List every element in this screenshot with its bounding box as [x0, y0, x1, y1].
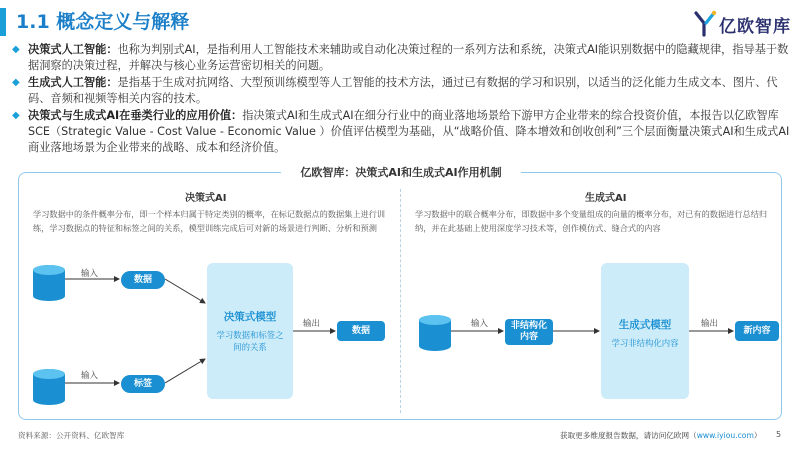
database-icon — [33, 369, 65, 405]
decision-panel-desc: 学习数据中的条件概率分布，即一个样本归属于特定类别的概率，在标记数据点的数据集上进行训练，学习数据点的特征和标签之间的关系，模型训练完成后可对新的场景进行判断、分析和预测 — [33, 209, 386, 233]
generative-input-node: 非结构化内容 — [505, 319, 553, 345]
decision-input-label-1: 输入 — [81, 269, 99, 279]
generative-model-title: 生成式模型 — [618, 319, 672, 331]
bullet-generative-ai — [12, 75, 792, 106]
mechanism-diagram — [18, 166, 782, 420]
page-number: 5 — [776, 430, 782, 439]
bullet-head: 生成式人工智能： — [28, 76, 118, 90]
logo-icon — [693, 9, 719, 37]
bullet-text: 是指基于生成对抗网络、大型预训练模型等人工智能的技术方法，通过已有数据的学习和识别，以适当的泛化能力生成文本、图片、代码、音频和视频等相关内容的技术。 — [28, 76, 778, 105]
diagram-title: 亿欧智库：决策式AI和生成式AI作用机制 — [281, 164, 521, 182]
bullet-decision-ai — [12, 42, 792, 73]
decision-model-sub: 学习数据和标签之间的关系 — [216, 330, 284, 352]
generative-model-sub: 学习非结构化内容 — [611, 338, 679, 348]
decision-output-node: 数据 — [337, 321, 385, 341]
generative-panel-desc: 学习数据中的联合概率分布，即数据中多个变量组成的向量的概率分布，对已有的数据进行总结归纳，并在此基础上使用深度学习技术等，创作模仿式、缝合式的内容 — [415, 209, 768, 233]
database-icon — [419, 315, 451, 351]
footer-link[interactable]: www.iyiou.com — [696, 431, 754, 440]
diamond-bullet-icon: ◆ — [12, 110, 20, 122]
bullet-application-value — [12, 108, 792, 155]
logo — [693, 9, 793, 37]
decision-flow-arrows — [65, 279, 335, 383]
logo-text: 亿欧智库 — [719, 17, 791, 37]
source-note: 资料来源：公开资料、亿欧智库 — [18, 431, 125, 440]
generative-output-node: 新内容 — [735, 321, 779, 341]
bullet-head: 决策式人工智能： — [28, 43, 118, 56]
footer-promo-text: 获取更多维度报告数据，请访问亿欧网（ — [560, 431, 697, 440]
bullet-text: 指决策式AI和生成式AI在细分行业中的商业落地场景给下游甲方企业带来的综合投资价值，本报告以亿欧智库SCE（Strategic Value - Cost Value - Economic Value ）价值评估模型为基础，从“战略价值、降本增效和创收创利”三个层面衡量决策式AI和生成式AI商业落地场景为企业带来的战略、成本和经济价值。 — [28, 109, 790, 154]
diamond-bullet-icon: ◆ — [12, 44, 20, 55]
bullet-text: 也称为判别式AI，是指利用人工智能技术来辅助或自动化决策过程的一系列方法和系统，决策式AI能识别数据中的隐藏规律，指导基于数据洞察的决策过程，并解决与核心业务运营密切相关的问题。 — [28, 43, 789, 72]
generative-input-label: 输入 — [471, 319, 489, 329]
generative-panel-title: 生成式AI — [585, 193, 627, 204]
generative-output-label: 输出 — [701, 319, 719, 329]
decision-model-box — [207, 263, 293, 399]
footer-promo — [560, 430, 761, 441]
page-title: 1.1 概念定义与解释 — [16, 11, 190, 33]
title-accent — [0, 8, 6, 36]
decision-label-node: 标签 — [121, 375, 165, 393]
decision-output-label: 输出 — [303, 319, 321, 329]
decision-panel-title: 决策式AI — [185, 193, 227, 204]
diamond-bullet-icon: ◆ — [12, 77, 20, 89]
bullet-head: 决策式与生成式AI在垂类行业的应用价值： — [28, 109, 243, 123]
title-bar — [0, 0, 800, 44]
decision-input-label-2: 输入 — [81, 371, 99, 381]
definition-list — [12, 42, 792, 157]
decision-data-node: 数据 — [121, 271, 165, 289]
footer-promo-end: ） — [753, 431, 762, 440]
database-icon — [33, 265, 65, 301]
decision-model-title: 决策式模型 — [223, 311, 277, 323]
generative-model-box — [601, 263, 689, 399]
